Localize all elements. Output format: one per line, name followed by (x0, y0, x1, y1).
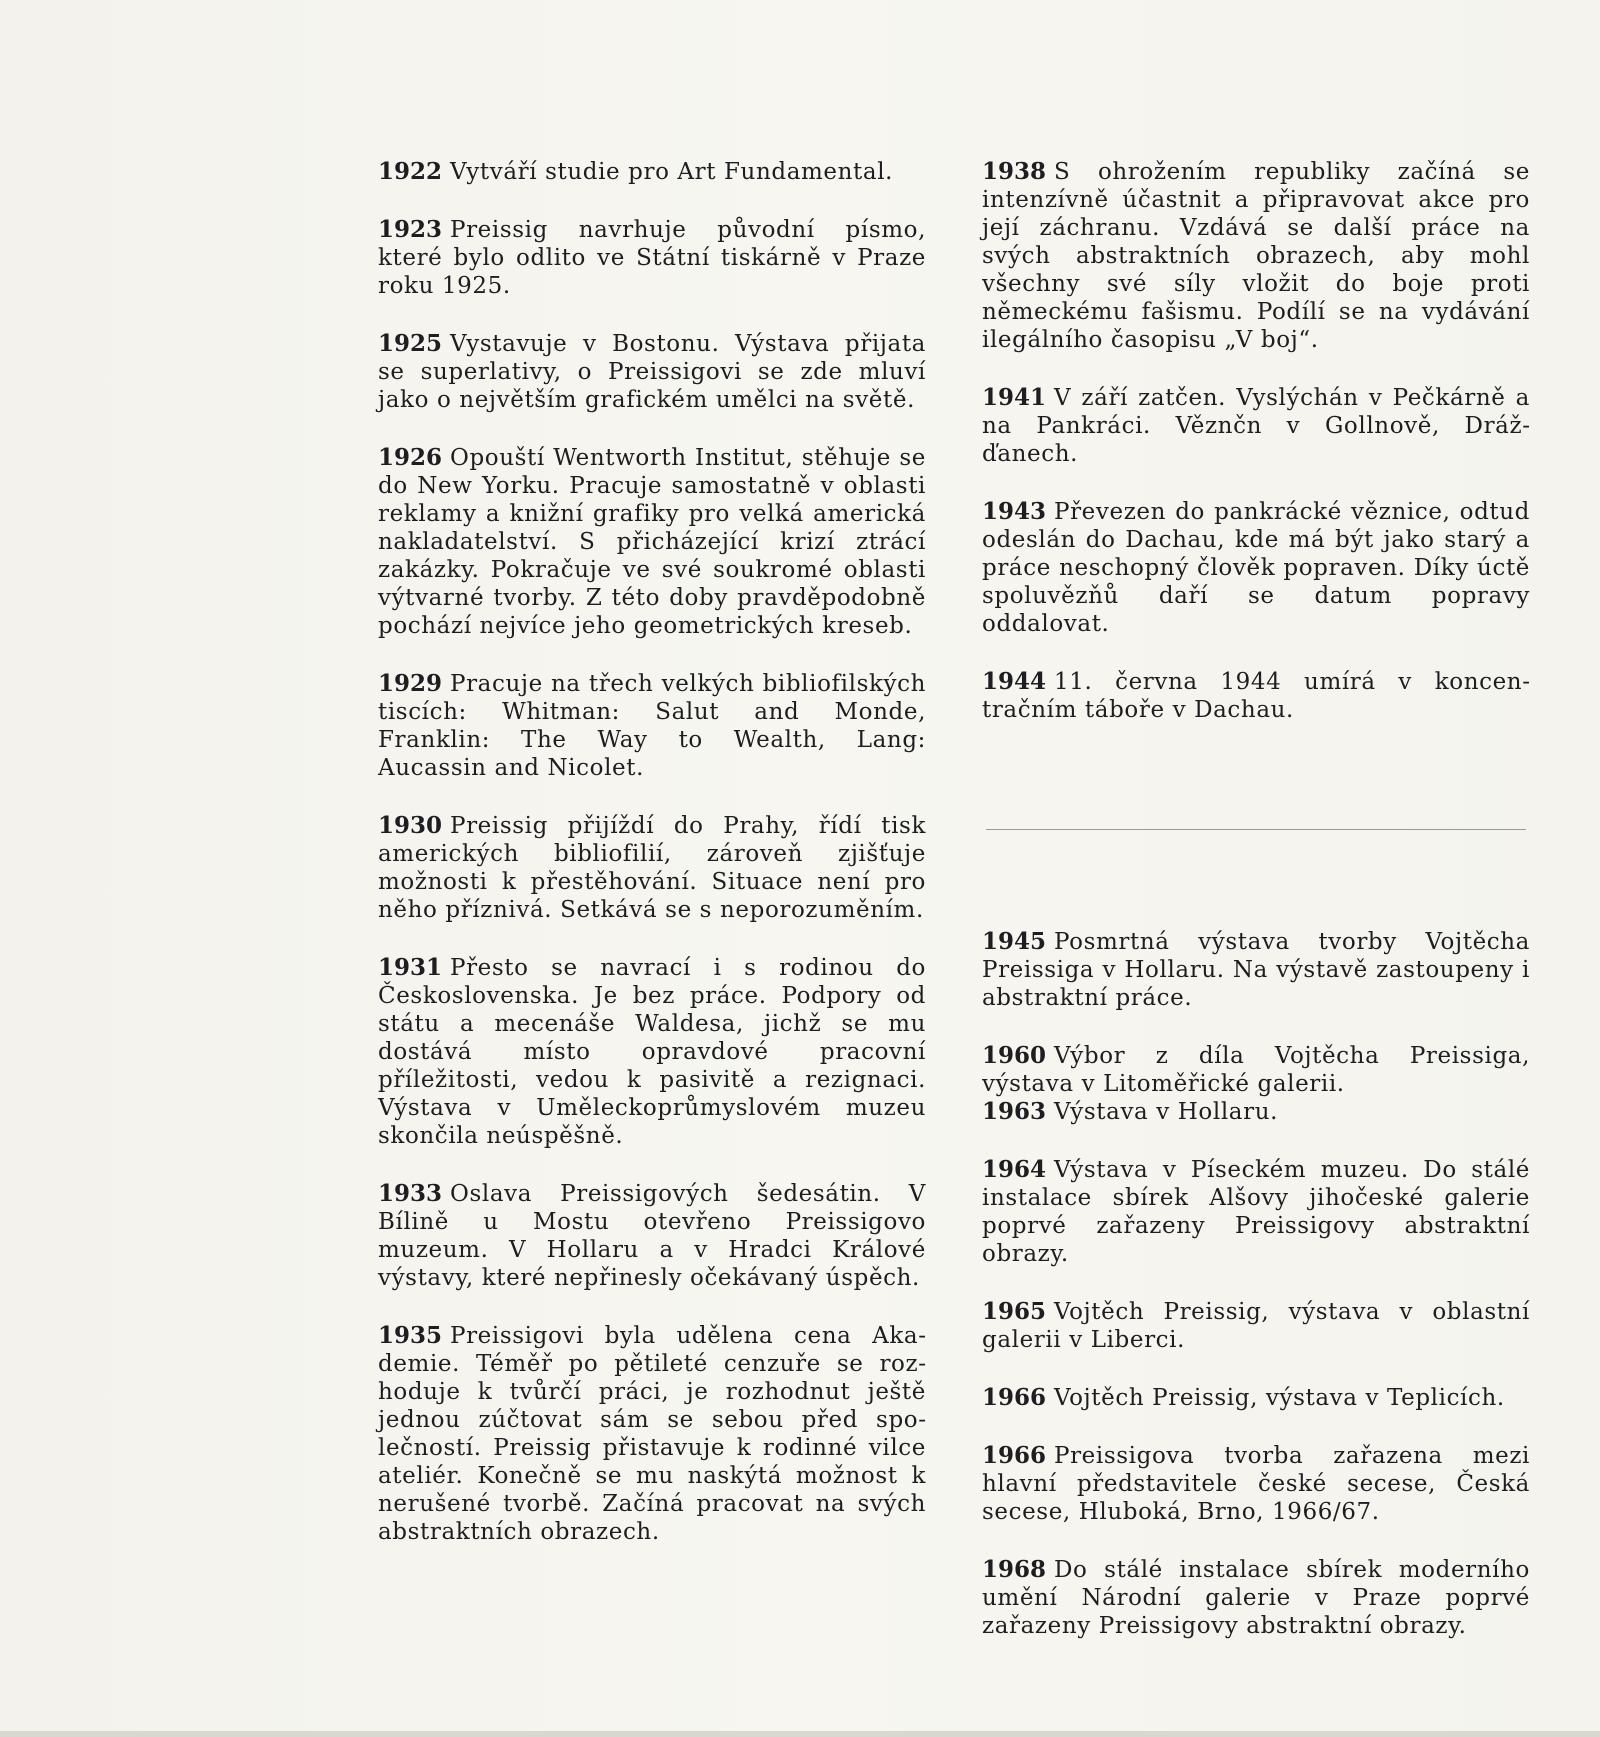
entry-text: Vojtěch Preissig, výstava v Teplicích. (1054, 1385, 1505, 1411)
chronology-entry (982, 1042, 1530, 1098)
entry-text: S ohrožením republiky začíná se intenzívně účastnit a připravovat akce pro její záchranu. Vzdává se další práce na svých abstraktních obrazech, aby mohl všechny své síly vložit do boje proti německému fašismu. Podílí se na vydávání ilegálního časopisu „V boj“. (982, 159, 1530, 353)
section-divider (986, 829, 1526, 830)
right-column-upper (982, 158, 1530, 754)
chronology-entry (378, 444, 926, 640)
chronology-entry (982, 1098, 1530, 1126)
chronology-entry (982, 158, 1530, 354)
chronology-entry (378, 954, 926, 1150)
chronology-entry (982, 928, 1530, 1012)
entry-year: 1926 (378, 444, 443, 471)
chronology-entry (378, 1322, 926, 1546)
chronology-entry (378, 216, 926, 300)
entry-text: Oslava Preissigových šedesátin. V Bílině u Mostu otevřeno Preissigovo muzeum. V Hollaru a v Hradci Králové výstavy, které nepřinesly očekávaný úspěch. (378, 1181, 926, 1291)
entry-text: Vytváří studie pro Art Fundamental. (450, 159, 894, 185)
entry-text: 11. června 1944 umírá v koncentračním táboře v Dachau. (982, 669, 1530, 723)
entry-year: 1966 (982, 1442, 1047, 1469)
chronology-entry (982, 1556, 1530, 1640)
entry-year: 1964 (982, 1156, 1047, 1183)
entry-year: 1960 (982, 1042, 1047, 1069)
chronology-entry (982, 668, 1530, 724)
entry-year: 1925 (378, 330, 443, 357)
entry-text: Vojtěch Preissig, výstava v oblastní galerii v Liberci. (982, 1299, 1530, 1353)
entry-text: Opouští Wentworth Institut, stěhuje se do New Yorku. Pracuje samostatně v oblasti reklamy a knižní grafiky pro velká americká nakladatelství. S přicházející krizí ztrácí zakázky. Pokračuje ve své soukromé oblasti výtvarné tvorby. Z této doby pravděpodobně pochází nejvíce jeho geometrických kreseb. (378, 445, 926, 639)
entry-text: Pracuje na třech velkých bibliofilských tiscích: Whitman: Salut and Monde, Franklin: The Way to Wealth, Lang: Aucassin and Nicolet. (378, 671, 926, 781)
entry-year: 1930 (378, 812, 443, 839)
chronology-entry (982, 1384, 1530, 1412)
entry-year: 1963 (982, 1098, 1047, 1125)
entry-year: 1933 (378, 1180, 443, 1207)
chronology-entry (982, 1156, 1530, 1268)
entry-year: 1935 (378, 1322, 443, 1349)
entry-text: Výstava v Píseckém muzeu. Do stálé instalace sbírek Alšovy jihočeské galerie poprvé zařazeny Preissigovy abstraktní obrazy. (982, 1157, 1530, 1267)
chronology-entry (378, 330, 926, 414)
entry-text: Převezen do pankrácké věznice, odtud odeslán do Dachau, kde má být jako starý a práce neschopný člověk popraven. Díky úctě spoluvězňů daří se datum popravy oddalovat. (982, 499, 1530, 637)
entry-year: 1922 (378, 158, 443, 185)
entry-year: 1944 (982, 668, 1047, 695)
chronology-entry (378, 670, 926, 782)
chronology-entry (982, 1442, 1530, 1526)
left-column (378, 158, 926, 1576)
right-column-lower (982, 928, 1530, 1670)
entry-year: 1938 (982, 158, 1047, 185)
entry-year: 1965 (982, 1298, 1047, 1325)
entry-year: 1966 (982, 1384, 1047, 1411)
entry-text: Preissig navrhuje původní písmo, které bylo odlito ve Státní tiskárně v Praze roku 1925. (378, 217, 926, 299)
entry-text: Preissig přijíždí do Prahy, řídí tisk amerických bibliofilií, zároveň zjišťuje možnosti k přestěhování. Situace není pro něho příznivá. Setkává se s neporozuměním. (378, 813, 926, 923)
entry-text: Preissigovi byla udělena cena Akademie. Téměř po pětileté cenzuře se rozhoduje k tvůrčí práci, je rozhodnut ještě jednou zúčtovat sám se sebou před společností. Preissig přistavuje k rodinné vilce ateliér. Konečně se mu naskýtá možnost k nerušené tvorbě. Začíná pracovat na svých abstraktních obrazech. (378, 1323, 926, 1545)
entry-text: Přesto se navrací i s rodinou do Československa. Je bez práce. Podpory od státu a mecenáše Waldesa, jichž se mu dostává místo opravdové pracovní příležitosti, vedou k pasivitě a rezignaci. Výstava v Uměleckoprůmyslovém muzeu skončila neúspěšně. (378, 955, 926, 1149)
entry-text: Posmrtná výstava tvorby Vojtěcha Preissiga v Hollaru. Na výstavě zastoupeny i abstraktní práce. (982, 929, 1530, 1011)
entry-text: Výbor z díla Vojtěcha Preissiga, výstava v Litoměřické galerii. (982, 1043, 1530, 1097)
entry-year: 1945 (982, 928, 1047, 955)
entry-year: 1923 (378, 216, 443, 243)
chronology-entry (378, 812, 926, 924)
entry-year: 1931 (378, 954, 443, 981)
entry-text: Preissigova tvorba zařazena mezi hlavní představitele české secese, Česká secese, Hluboká, Brno, 1966/67. (982, 1443, 1530, 1525)
entry-year: 1968 (982, 1556, 1047, 1583)
chronology-entry (378, 158, 926, 186)
entry-text: V září zatčen. Vyslýchán v Pečkárně a na Pankráci. Věznčn v Gollnově, Drážďanech. (982, 385, 1530, 467)
entry-year: 1943 (982, 498, 1047, 525)
chronology-entry (378, 1180, 926, 1292)
page-bottom-edge (0, 1731, 1600, 1737)
chronology-entry (982, 1298, 1530, 1354)
entry-text: Vystavuje v Bostonu. Výstava přijata se superlativy, o Preissigovi se zde mluví jako o největším grafickém umělci na světě. (378, 331, 926, 413)
entry-year: 1941 (982, 384, 1047, 411)
chronology-entry (982, 384, 1530, 468)
chronology-entry (982, 498, 1530, 638)
entry-text: Do stálé instalace sbírek moderního umění Národní galerie v Praze poprvé zařazeny Preissigovy abstraktní obrazy. (982, 1557, 1530, 1639)
entry-year: 1929 (378, 670, 443, 697)
entry-text: Výstava v Hollaru. (1054, 1099, 1279, 1125)
